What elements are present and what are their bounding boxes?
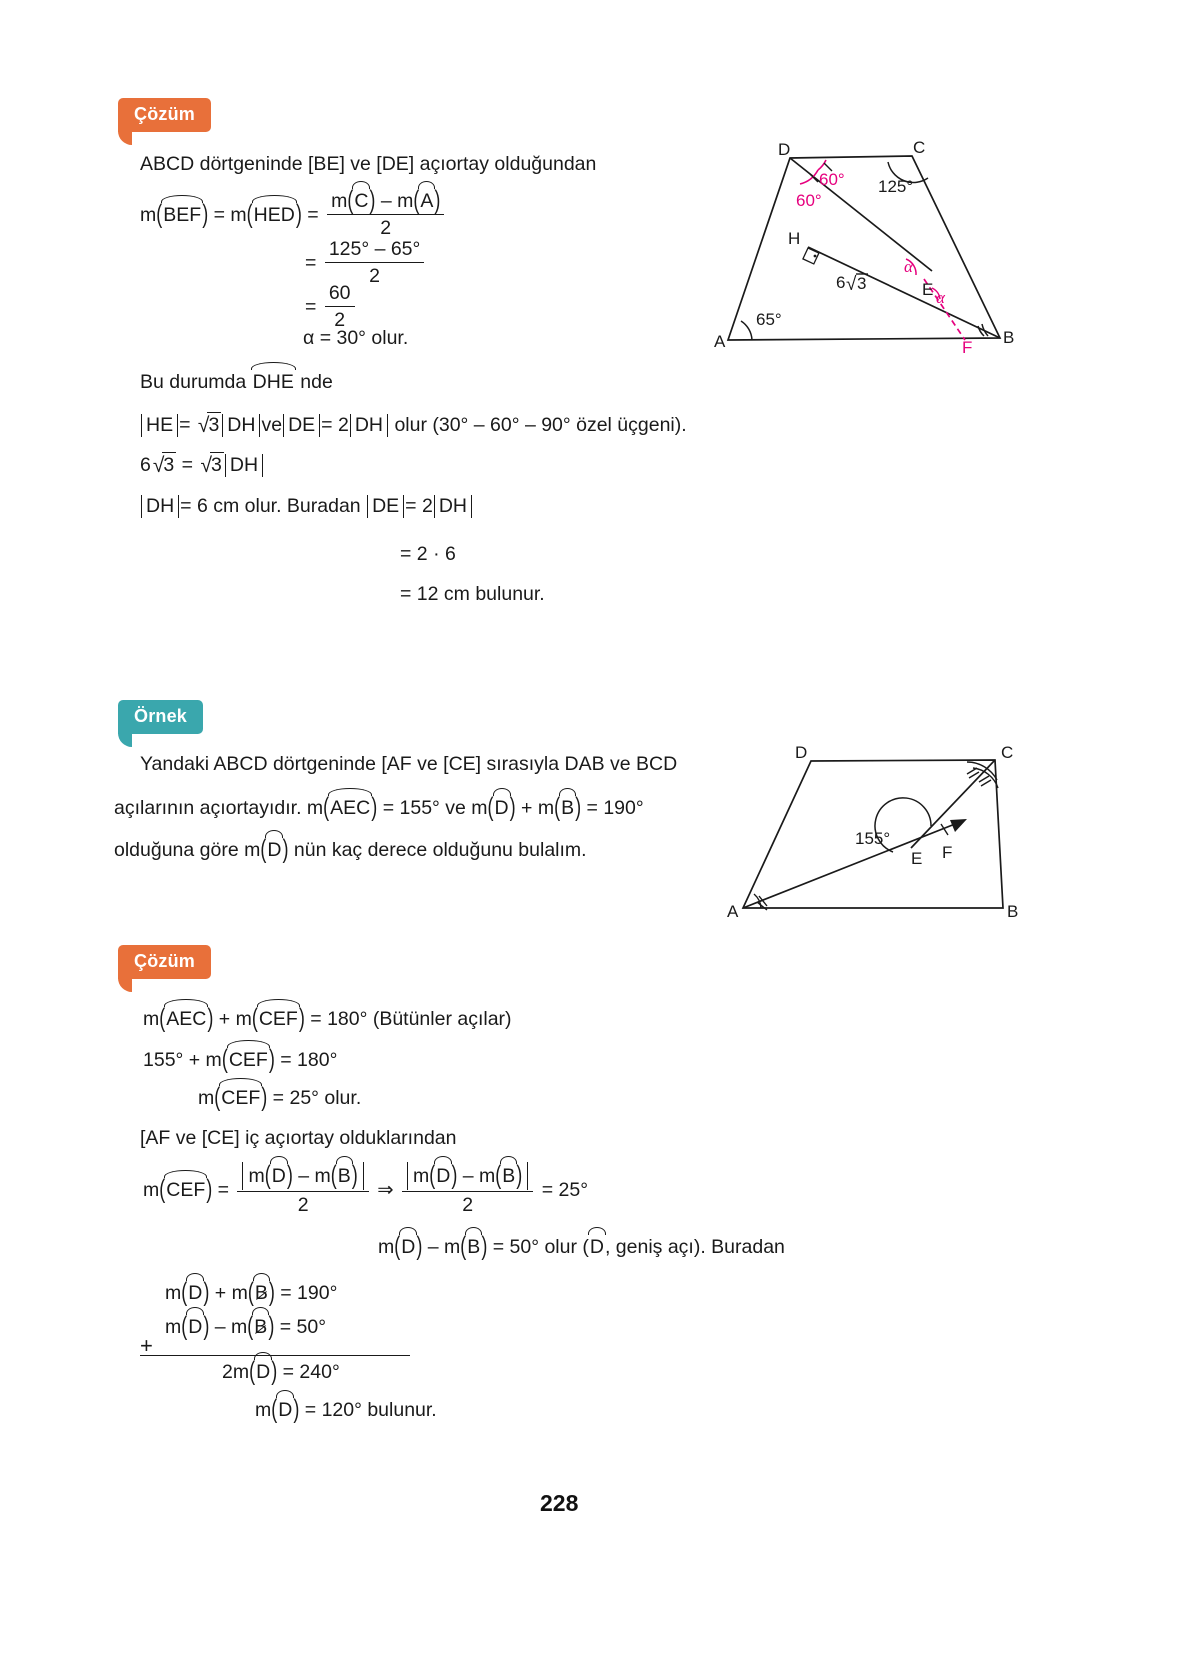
example-line2-mid: = 155° ve m — [382, 797, 488, 819]
dh-value-text: = 6 cm olur. Buradan — [180, 495, 361, 517]
coef-2: 2 — [337, 414, 349, 436]
label-D: D — [778, 140, 791, 159]
fraction-numerator — [402, 1162, 533, 1191]
solution1-bu-durumda — [140, 370, 333, 394]
coef-2m: 2m — [222, 1361, 250, 1383]
angle-D-2m: D — [256, 1361, 271, 1383]
eq-25: = 25° olur. — [272, 1087, 362, 1109]
val-155-plus-m: 155° + m — [143, 1049, 222, 1071]
abs-DH-2: DH — [350, 414, 388, 437]
plus-m-s2: + m — [218, 1008, 252, 1030]
solution1-he-line — [140, 412, 687, 438]
badge-cozum-2-label: Çözüm — [134, 951, 195, 971]
badge-cozum-1-label: Çözüm — [134, 104, 195, 124]
figure-2-quadrilateral — [715, 740, 1025, 930]
solution2-line-4: [AF ve [CE] iç açıortay olduklarından — [140, 1127, 457, 1149]
badge-ornek — [118, 700, 203, 734]
angle-label-D-top: 60° — [819, 170, 845, 189]
badge-ornek-label: Örnek — [134, 706, 188, 726]
fraction-numerator: m(C) – m(A) — [331, 185, 441, 215]
minus-op: – — [380, 190, 392, 213]
label-E: E — [922, 280, 934, 299]
badge-cozum-1 — [118, 98, 211, 132]
equals-3: = — [305, 252, 317, 275]
solution2-diff-line: m(D) – m(B) = 50° — [165, 1311, 327, 1341]
solution1-alpha-result: α = 30° olur. — [303, 327, 409, 349]
abs-mD-mB-1: m(D) – m(B) — [242, 1162, 363, 1190]
figure-1-trapezoid — [700, 140, 1030, 360]
fraction-bisector-1 — [237, 1162, 368, 1218]
angle-D-note: D — [589, 1236, 604, 1258]
eq7: = — [181, 454, 194, 476]
fraction-bisector-2 — [402, 1162, 533, 1218]
figure-2-svg — [715, 740, 1025, 930]
solution1-6root3 — [140, 452, 264, 478]
solution1-2x6: = 2 · 6 — [400, 543, 456, 565]
badge-tail — [118, 978, 132, 992]
solution2-line-6: m(D) – m(B) = 50° olur (D, geniş açı). Buradan — [378, 1231, 785, 1261]
badge-tail — [118, 733, 132, 747]
de-eq-text: = 2 — [405, 495, 433, 517]
angle-label-C: 125° — [878, 177, 914, 196]
label-A: A — [714, 332, 726, 351]
label-B-2: B — [1007, 902, 1019, 921]
angle-B-f1: B — [337, 1165, 351, 1188]
figure-1-svg — [700, 140, 1030, 360]
solution2-2mD-line: 2m(D) = 240° — [222, 1356, 340, 1386]
abs-DE: DE — [283, 414, 320, 437]
abs-DH-5: DH — [434, 495, 472, 518]
angle-hed: HED — [253, 204, 295, 227]
page-number: 228 — [540, 1490, 579, 1516]
sum-plus-sign: + — [140, 1333, 153, 1358]
tick-C-3 — [979, 776, 989, 782]
angle-D-final: D — [278, 1399, 293, 1421]
equals-s2-5: = — [217, 1179, 230, 1202]
solution2-line-1: m(AEC) + m(CEF) = 180° (Bütünler açılar) — [143, 1003, 512, 1033]
minus-f2: – — [462, 1165, 474, 1188]
tick-C-4 — [981, 780, 991, 786]
genis-aci-note: , geniş açı). Buradan — [604, 1236, 785, 1258]
equals-1: = — [213, 204, 225, 227]
sqrt-radicand-3: 3 — [857, 274, 867, 293]
example-line-3: olduğuna göre m(D) nün kaç derece olduğunu bulalım. — [114, 834, 587, 864]
example-line-1: Yandaki ABCD dörtgeninde [AF ve [CE] sırasıyla DAB ve BCD — [140, 753, 678, 775]
fraction-denominator: 2 — [327, 214, 444, 240]
m-op-s2: m — [143, 1008, 160, 1030]
fraction-denominator: 2 — [402, 1191, 533, 1217]
abs-DH-4: DH — [141, 495, 179, 518]
angle-D-diff: D — [188, 1316, 203, 1338]
angle-B-1: B — [561, 797, 575, 819]
badge-tail — [118, 131, 132, 145]
angle-B-sum-struck: B — [254, 1282, 268, 1304]
angle-D-2: D — [267, 839, 282, 861]
fraction-denominator: 2 — [325, 306, 355, 332]
label-H: H — [788, 229, 801, 248]
example-line2-suffix: = 190° — [586, 797, 644, 819]
angle-aec: AEC — [330, 797, 371, 819]
angle-C: C — [354, 190, 369, 213]
tick-C-1 — [967, 768, 977, 774]
solution1-intro: ABCD dörtgeninde [BE] ve [DE] açıortay olduğundan — [140, 153, 597, 175]
abs-mD-mB-2: m(D) – m(B) — [407, 1162, 528, 1190]
label-C: C — [913, 140, 926, 157]
minus-f1: – — [298, 1165, 310, 1188]
angle-cef-2: CEF — [228, 1049, 268, 1071]
m-op-s2-3: m — [198, 1087, 215, 1109]
equals-4: = — [305, 296, 317, 319]
fraction-denominator: 2 — [237, 1191, 368, 1217]
angle-dhe: DHE — [252, 371, 294, 393]
sqrt-3-c: √3 — [200, 454, 222, 477]
arc-angle-D-right — [818, 160, 826, 170]
angle-D-f1: D — [271, 1165, 286, 1188]
example-line-2: açılarının açıortayıdır. m(AEC) = 155° ve m(D) + m(B) = 190° — [114, 792, 644, 822]
eq-190: = 190° — [280, 1282, 338, 1304]
side-length-6root3: 6 — [836, 273, 846, 292]
angle-D-sum: D — [188, 1282, 203, 1304]
coef-6: 6 — [140, 454, 151, 476]
bu-durumda-text: Bu durumda — [140, 371, 247, 393]
solution2-line-5: m(CEF) = $\frac{m(D) - m(B)}{2}$ ⇒ $\frac{m(D) - m(B)}{2}$ = 25° — [143, 1160, 589, 1217]
solution2-sum-line: m(D) + m(B) = 190° — [165, 1277, 338, 1307]
angle-label-A: 65° — [756, 310, 782, 329]
segment-CE — [911, 760, 995, 848]
arrowhead-AF — [950, 819, 967, 832]
eq-25-result: = 25° — [541, 1179, 589, 1202]
arc-angle-A — [741, 321, 752, 340]
minus-diff: – — [214, 1316, 226, 1338]
angle-B-diff-struck: B — [254, 1316, 268, 1338]
eq-180-suppl: = 180° (Bütünler açılar) — [310, 1008, 512, 1030]
solution2-line-3: m(CEF) = 25° olur. — [198, 1082, 362, 1112]
m-op-s2-5: m — [143, 1179, 160, 1202]
angle-label-alpha-2: α — [936, 288, 945, 307]
equals-2: = — [307, 204, 319, 227]
solution1-dh-eq — [140, 494, 473, 518]
fraction-angle-diff — [327, 185, 444, 241]
angle-label-alpha-1: α — [904, 257, 913, 276]
label-F: F — [962, 338, 973, 357]
sqrt-3: √3 — [197, 414, 220, 437]
fraction-numerator: 60 — [328, 282, 351, 305]
label-F-2: F — [942, 843, 953, 862]
angle-B-l6: B — [467, 1236, 481, 1258]
eq5: = — [179, 414, 191, 436]
solution1-12cm: = 12 cm bulunur. — [400, 583, 545, 605]
tick-C-2 — [969, 772, 979, 778]
sqrt-glyph: √ — [846, 274, 857, 295]
angle-aec-s2: AEC — [166, 1008, 207, 1030]
angle-B-f2: B — [502, 1165, 516, 1188]
m-op-final: m — [255, 1399, 272, 1421]
minus-l6: – — [427, 1236, 439, 1258]
example-line2-prefix: açılarının açıortayıdır. m — [114, 797, 324, 819]
angle-D-f2: D — [436, 1165, 451, 1188]
solution2-final-line: m(D) = 120° bulunur. — [255, 1394, 437, 1424]
fraction-denominator: 2 — [325, 262, 425, 288]
implies-arrow: ⇒ — [377, 1179, 394, 1202]
solution2-line-2: 155° + m(CEF) = 180° — [143, 1044, 338, 1074]
label-A-2: A — [727, 902, 739, 921]
abs-DE-2: DE — [367, 495, 404, 518]
angle-label-AEC: 155° — [855, 829, 891, 848]
label-E-2: E — [911, 849, 923, 868]
right-angle-dot — [814, 255, 817, 258]
m-op: m — [140, 204, 157, 227]
angle-D-1: D — [494, 797, 509, 819]
label-B: B — [1003, 328, 1015, 347]
angle-cef-3: CEF — [221, 1087, 261, 1109]
example-line3-suffix: nün kaç derece olduğunu bulalım. — [293, 839, 587, 861]
plus-m: + m — [521, 797, 555, 819]
abs-DH-3: DH — [225, 454, 263, 477]
ve-word: ve — [261, 414, 283, 436]
m-op-2: m — [230, 204, 247, 227]
eq-50-olur: = 50° olur ( — [492, 1236, 589, 1258]
example-line3-prefix: olduğuna göre m — [114, 839, 261, 861]
sqrt-3-b: √3 — [152, 454, 175, 477]
angle-cef-4: CEF — [166, 1179, 206, 1202]
angle-bef: BEF — [163, 204, 202, 227]
eq-50: = 50° — [279, 1316, 327, 1338]
solution1-eq1: m(BEF) = m(HED) = $\frac{m(C) - m(A)}{2}$ — [140, 190, 447, 242]
label-C-2: C — [1001, 743, 1014, 762]
label-D-2: D — [795, 743, 808, 762]
angle-A: A — [420, 190, 434, 213]
ray-AF — [743, 824, 955, 908]
abs-DH: DH — [222, 414, 260, 437]
special-triangle-note: olur (30° – 60° – 90° özel üçgeni). — [394, 414, 687, 436]
fraction-numerator: 125° – 65° — [328, 238, 421, 261]
angle-label-D-left: 60° — [796, 191, 822, 210]
eq6: = — [321, 414, 333, 436]
angle-cef-s2: CEF — [258, 1008, 298, 1030]
angle-D-l6: D — [401, 1236, 416, 1258]
fraction-numerator — [237, 1162, 368, 1191]
nde-suffix: nde — [300, 371, 333, 393]
eq-240: = 240° — [282, 1361, 340, 1383]
badge-cozum-2 — [118, 945, 211, 979]
eq-120-bulunur: = 120° bulunur. — [304, 1399, 437, 1421]
abs-HE: HE — [141, 414, 178, 437]
eq-180: = 180° — [280, 1049, 338, 1071]
